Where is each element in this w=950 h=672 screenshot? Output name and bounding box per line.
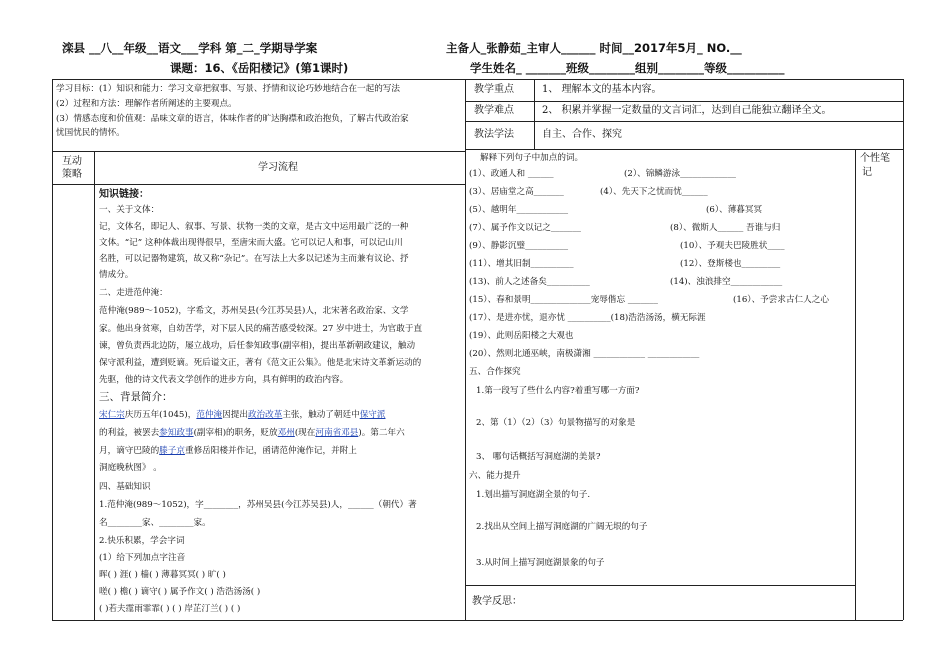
question-10: (10）、予观夫巴陵胜状____	[680, 241, 785, 251]
section-3: 三、背景简介：	[99, 391, 173, 403]
question-15: (15）、春和景明______________宠辱偕忘 _______	[469, 295, 658, 305]
link-canzhi-zhengshi[interactable]: 参知政事	[159, 428, 194, 438]
para-2-line-2: 家。他出身贫寒，自幼苦学，对下层人民的痛苦感受较深。27 岁中进士，为官敢于直	[99, 324, 423, 334]
header-line1-left: 滦县 __八__年级__语文___学科 第_二_学期导学案	[62, 41, 318, 55]
text: 庆历五年(1045)，	[124, 410, 197, 420]
key-point-label: 教学重点	[474, 84, 514, 95]
question-20: (20）、然则北通巫峡，南极潇湘 ____________ ____________	[469, 349, 700, 359]
background-line-3	[99, 446, 357, 457]
difficulty-value: 2、 积累并掌握一定数量的文言词汇，达到自己能独立翻译全文。	[542, 105, 832, 116]
interact-header-2: 策略	[62, 169, 82, 180]
section-2: 二、走进范仲淹：	[99, 288, 168, 298]
para-1-line-2: 文体。“记” 这种体裁出现得很早，至唐宋而大盛。它可以记人和事，可以记山川	[99, 238, 403, 248]
pinyin-row-2: 嗟( ) 檐( ) 谪守( ) 属予作文( ) 浩浩汤汤( )	[99, 587, 261, 597]
question-8: (8）、微斯人______ 吾谁与归	[670, 223, 781, 233]
teaching-reflection: 教学反思：	[472, 596, 522, 607]
interact-header-1: 互动	[62, 156, 82, 167]
text: 主张，触动了朝廷中	[282, 410, 360, 420]
student-info: 学生姓名_ _______班级________组别________等级__________	[470, 61, 785, 75]
question-19: (19）、此则岳阳楼之大观也	[469, 331, 574, 341]
question-3: (3）、居庙堂之高_______	[469, 187, 564, 197]
link-henan-dengxian[interactable]: 河南省邓县	[315, 428, 359, 438]
text: )。第二年六	[358, 428, 405, 438]
section-5: 五、合作探究	[469, 367, 521, 377]
explain-title: 解释下列句子中加点的词。	[480, 153, 584, 163]
method-label: 教法学法	[474, 129, 514, 140]
question-2: (2）、锦鳞游泳_____________	[624, 169, 736, 179]
question-14: (14)、浊浪排空____________	[670, 277, 783, 287]
text: 重修岳阳楼并作记，函请范仲淹作记，并附上	[184, 446, 357, 456]
question-16: (16）、予尝求古仁人之心	[733, 295, 829, 305]
header-line1-right: 主备人_张静茹_主审人______ 时间__2017年5月_ NO.__	[446, 41, 742, 55]
para-1-line-4: 情成分。	[99, 270, 134, 280]
para-2-line-3: 谏，曾负责西北边防，屡立战功，后任参知政事(副宰相)，提出革新朝政建议，触动	[99, 341, 416, 351]
question-13: (13)、前人之述备矣__________	[469, 277, 590, 287]
difficulty-label: 教学难点	[474, 105, 514, 116]
question-1: (1）、政通人和 ______	[469, 169, 554, 179]
coop-question-1: 1.第一段写了些什么内容?着重写哪一方面?	[476, 386, 640, 396]
link-fan-zhongyan[interactable]: 范仲淹	[196, 410, 223, 420]
link-teng-zijing[interactable]: 滕子京	[159, 446, 185, 456]
question-7: (7）、属予作文以记之_______	[469, 223, 581, 233]
question-12: (12）、登斯楼也_________	[680, 259, 781, 269]
section-6: 六、能力提升	[469, 471, 521, 481]
knowledge-1-line-2: 名________家、________家。	[99, 518, 211, 528]
text: 月，谪守巴陵的	[99, 446, 160, 456]
flow-header: 学习流程	[258, 162, 298, 173]
question-6: (6）、薄暮冥冥	[706, 205, 763, 215]
method-value: 自主、合作、探究	[542, 129, 622, 140]
note-header-2: 记	[862, 167, 872, 178]
ability-question-3: 3.从时间上描写洞庭湖景象的句子	[476, 558, 605, 568]
section-1: 一、关于文体：	[99, 205, 160, 215]
coop-question-3: 3、 哪句话概括写洞庭湖的美景?	[476, 452, 601, 462]
para-2-line-4: 保守派利益，遭到贬谪。死后谥文正，著有《范文正公集》。他是北宋诗文革新运动的	[99, 358, 422, 368]
link-conservatives[interactable]: 保守派	[359, 410, 386, 420]
pinyin-row-3: ( )若夫霪雨霏霏( ) ( ) 岸芷汀兰( ) ( )	[99, 604, 241, 614]
question-4: (4）、先天下之忧而忧______	[600, 187, 708, 197]
ability-question-1: 1.划出描写洞庭湖全景的句子.	[476, 490, 591, 500]
text: (副宰相)的职务，贬放	[193, 428, 278, 438]
objective-line-1: 学习目标：(1）知识和能力：学习文章把叙事、写景、抒情和议论巧妙地结合在一起的写法	[56, 84, 400, 94]
background-line-1	[99, 410, 385, 421]
section-4: 四、基础知识	[99, 482, 151, 492]
objective-line-2: (2）过程和方法：理解作者所阐述的主要观点。	[56, 99, 237, 109]
objective-line-4: 忧国忧民的情怀。	[56, 128, 125, 138]
para-1-line-3: 名胜，可以记器物建筑，故又称“杂记”。在写法上大多以记述为主而兼有议论、抒	[99, 254, 409, 264]
question-9: (9）、静影沉璧__________	[469, 241, 569, 251]
question-11: (11）、增其旧制__________	[469, 259, 574, 269]
question-5: (5）、越明年____________	[469, 205, 569, 215]
background-line-4: 洞庭晚秋图》 。	[99, 463, 162, 473]
question-17-18: (17）、是进亦忧，退亦忧 __________(18)浩浩汤汤，横无际涯	[469, 313, 706, 323]
text: 因提出	[222, 410, 248, 420]
link-song-renzong[interactable]: 宋仁宗	[99, 410, 125, 420]
key-point-value: 1、 理解本文的基本内容。	[542, 84, 662, 95]
pinyin-row-1: 晖( ) 涯( ) 樯( ) 薄暮冥冥( ) 旷( )	[99, 570, 226, 580]
knowledge-2: 2.快乐积累，学会字词	[99, 536, 185, 546]
ability-question-2: 2.找出从空间上描写洞庭湖的广阔无垠的句子	[476, 522, 648, 532]
para-2-line-1: 范仲淹(989～1052)，字希文，苏州吴县(今江苏吴县)人，北宋著名政治家、文学	[99, 306, 409, 316]
knowledge-1-line-1: 1.范仲淹(989～1052)，字________，苏州吴县(今江苏吴县)人，______（朝代）著	[99, 500, 417, 510]
link-title: 知识链接：	[99, 189, 149, 200]
para-2-line-5: 先驱，他的诗文代表文学创作的进步方向，具有鲜明的政治内容。	[99, 375, 349, 385]
text: (现在	[294, 428, 316, 438]
knowledge-3: (1）给下列加点字注音	[99, 553, 186, 563]
objective-line-3: (3）情感态度和价值观：品味文章的语言，体味作者的旷达胸襟和政治抱负，了解古代政治家	[56, 114, 409, 124]
link-dengzhou[interactable]: 邓州	[277, 428, 295, 438]
lesson-title: 课题：16、《岳阳楼记》(第1课时)	[170, 61, 349, 75]
para-1-line-1: 记，文体名，即记人、叙事、写景、状物一类的文章，是古文中运用最广泛的一种	[99, 222, 409, 232]
note-header-1: 个性笔	[860, 153, 890, 164]
link-political-reform[interactable]: 政治改革	[247, 410, 283, 420]
background-line-2	[99, 428, 405, 439]
coop-question-2: 2、第（1）（2）（3）句景物描写的对象是	[476, 418, 636, 428]
text: 的利益，被罢去	[99, 428, 160, 438]
